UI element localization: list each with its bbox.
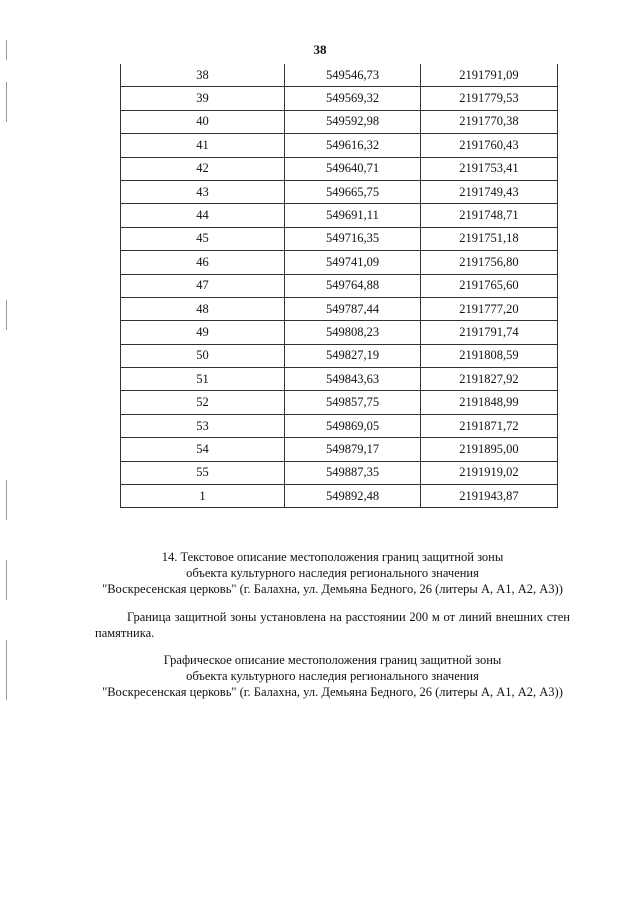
y-coordinate-cell: 2191919,02 [420,461,557,484]
point-number-cell: 51 [121,368,285,391]
table-row [121,485,558,508]
section-14-line-2: объекта культурного наследия регионального значения [186,566,479,580]
scan-edge-mark [6,82,7,122]
x-coordinate-cell: 549879,17 [285,438,421,461]
point-number-cell: 53 [121,414,285,437]
point-number-cell: 40 [121,110,285,133]
y-coordinate-cell: 2191895,00 [420,438,557,461]
page-number: 38 [313,42,327,57]
point-number-cell: 44 [121,204,285,227]
x-coordinate-cell: 549857,75 [285,391,421,414]
x-coordinate-cell: 549592,98 [285,110,421,133]
scan-edge-mark [6,300,7,330]
coordinates-table-body [121,64,558,508]
x-coordinate-cell: 549691,11 [285,204,421,227]
point-number-cell: 39 [121,87,285,110]
section-14-line-3: "Воскресенская церковь" (г. Балахна, ул. Демьяна Бедного, 26 (литеры А, А1, А2, А3)) [102,582,563,596]
table-row [121,251,558,274]
point-number-cell: 49 [121,321,285,344]
y-coordinate-cell: 2191777,20 [420,297,557,320]
table-row [121,414,558,437]
scan-edge-mark [6,640,7,700]
table-row [121,344,558,367]
x-coordinate-cell: 549640,71 [285,157,421,180]
x-coordinate-cell: 549569,32 [285,87,421,110]
table-row [121,321,558,344]
x-coordinate-cell: 549616,32 [285,134,421,157]
y-coordinate-cell: 2191760,43 [420,134,557,157]
x-coordinate-cell: 549869,05 [285,414,421,437]
table-row [121,64,558,87]
point-number-cell: 45 [121,227,285,250]
section-14-line-1: 14. Текстовое описание местоположения границ защитной зоны [161,550,504,564]
x-coordinate-cell: 549764,88 [285,274,421,297]
point-number-cell: 50 [121,344,285,367]
point-number-cell: 38 [121,64,285,87]
x-coordinate-cell: 549716,35 [285,227,421,250]
table-row [121,204,558,227]
table-row [121,180,558,203]
table-row [121,438,558,461]
point-number-cell: 52 [121,391,285,414]
x-coordinate-cell: 549827,19 [285,344,421,367]
scan-edge-mark [6,480,7,520]
point-number-cell: 43 [121,180,285,203]
y-coordinate-cell: 2191943,87 [420,485,557,508]
x-coordinate-cell: 549887,35 [285,461,421,484]
y-coordinate-cell: 2191770,38 [420,110,557,133]
table-row [121,110,558,133]
x-coordinate-cell: 549808,23 [285,321,421,344]
point-number-cell: 55 [121,461,285,484]
point-number-cell: 47 [121,274,285,297]
point-number-cell: 1 [121,485,285,508]
table-row [121,87,558,110]
graphic-line-3: "Воскресенская церковь" (г. Балахна, ул. Демьяна Бедного, 26 (литеры А, А1, А2, А3)) [102,685,563,699]
table-row [121,297,558,320]
graphic-line-2: объекта культурного наследия регионального значения [186,669,479,683]
table-row [121,157,558,180]
y-coordinate-cell: 2191791,09 [420,64,557,87]
point-number-cell: 41 [121,134,285,157]
point-number-cell: 54 [121,438,285,461]
scan-edge-mark [6,560,7,600]
y-coordinate-cell: 2191756,80 [420,251,557,274]
y-coordinate-cell: 2191749,43 [420,180,557,203]
y-coordinate-cell: 2191753,41 [420,157,557,180]
table-row [121,391,558,414]
section-14-heading [95,549,570,597]
y-coordinate-cell: 2191765,60 [420,274,557,297]
point-number-cell: 48 [121,297,285,320]
y-coordinate-cell: 2191827,92 [420,368,557,391]
table-row [121,461,558,484]
y-coordinate-cell: 2191748,71 [420,204,557,227]
table-row [121,368,558,391]
x-coordinate-cell: 549546,73 [285,64,421,87]
graphic-description-heading [95,652,570,700]
coordinates-table [120,64,558,508]
x-coordinate-cell: 549787,44 [285,297,421,320]
x-coordinate-cell: 549741,09 [285,251,421,274]
point-number-cell: 46 [121,251,285,274]
y-coordinate-cell: 2191791,74 [420,321,557,344]
x-coordinate-cell: 549665,75 [285,180,421,203]
table-row [121,274,558,297]
y-coordinate-cell: 2191751,18 [420,227,557,250]
point-number-cell: 42 [121,157,285,180]
x-coordinate-cell: 549843,63 [285,368,421,391]
y-coordinate-cell: 2191808,59 [420,344,557,367]
y-coordinate-cell: 2191779,53 [420,87,557,110]
table-row [121,134,558,157]
graphic-line-1: Графическое описание местоположения границ защитной зоны [163,653,502,667]
x-coordinate-cell: 549892,48 [285,485,421,508]
y-coordinate-cell: 2191848,99 [420,391,557,414]
boundary-paragraph: Граница защитной зоны установлена на расстоянии 200 м от линий внешних стен памятника. [95,610,570,640]
y-coordinate-cell: 2191871,72 [420,414,557,437]
table-row [121,227,558,250]
